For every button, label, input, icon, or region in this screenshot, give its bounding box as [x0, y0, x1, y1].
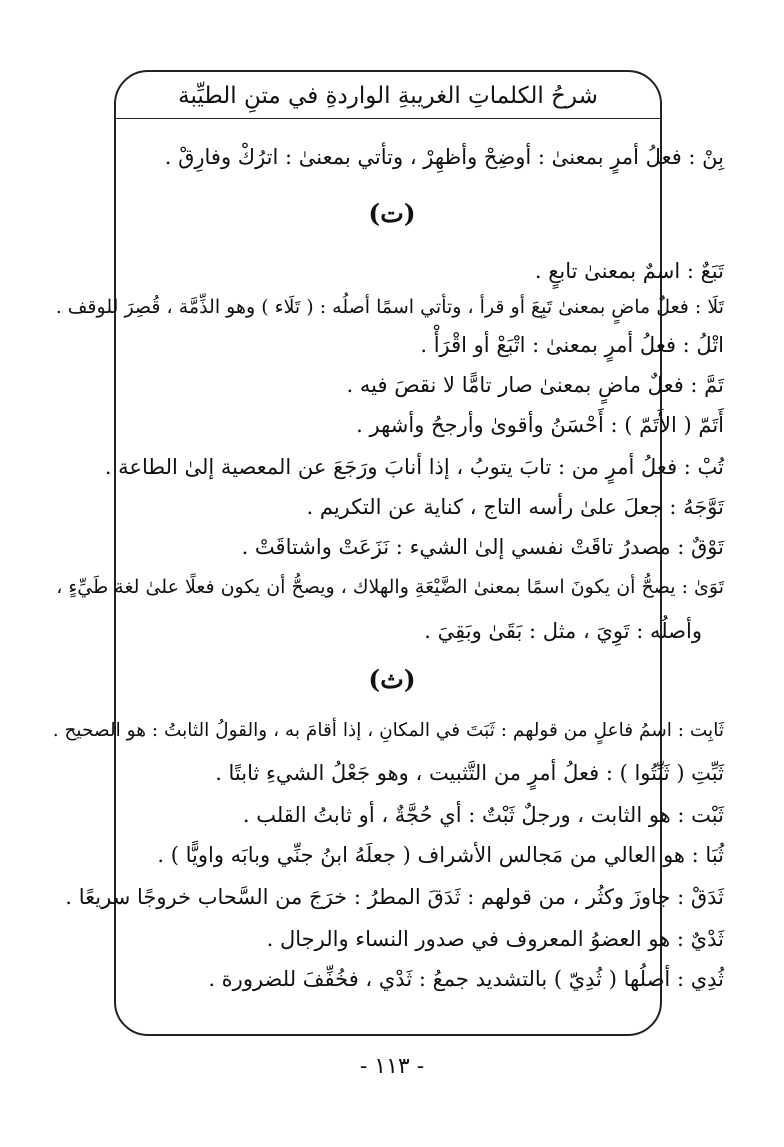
entry-tawa: تَوَىٰ : يصحُّ أن يكونَ اسمًا بمعنىٰ الضَّيْعَةِ والهلاك ، ويصحُّ أن يكون فعلًا علىٰ لغة طَيِّءٍ ،: [56, 576, 724, 598]
header-divider: [114, 118, 662, 119]
entry-tala: تَلَا : فعلٌ ماضٍ بمعنىٰ تَبِعَ أو قرأ ، وتأتي اسمًا أصلُه : ( تَلَاء ) وهو الذِّمَّة ، قُصِرَ للوقف .: [55, 296, 724, 318]
entry-atamm: أَتَمّ ( الأَتَمّ ) : أَحْسَنُ وأقوىٰ وأرجحُ وأشهر .: [356, 413, 724, 437]
section-heading-tha: (ث): [368, 665, 416, 694]
entry-tamma: تَمَّ : فعلٌ ماضٍ بمعنىٰ صار تامًّا لا نقصَ فيه .: [346, 373, 724, 397]
entry-bin: بِنْ : فعلُ أمرٍ بمعنىٰ : أوضِحْ وأظهِرْ ، وتأتي بمعنىٰ : اترُكْ وفارِقْ .: [164, 145, 724, 169]
entry-tub: تُبْ : فعلُ أمرٍ من : تابَ يتوبُ ، إذا أنابَ ورَجَعَ عن المعصية إلىٰ الطاعة .: [104, 455, 724, 479]
entry-thabt: ثَبْت : هو الثابت ، ورجلٌ ثَبْتٌ : أي حُجَّةٌ ، أو ثابتُ القلب .: [242, 803, 724, 827]
entry-thudiy: ثُدِي : أصلُها ( ثُدِيّ ) بالتشديد جمعُ : ثَدْي ، فخُفِّفَ للضرورة .: [208, 967, 724, 991]
entry-taba: تَبَعٌ : اسمٌ بمعنىٰ تابعٍ .: [534, 259, 724, 283]
entry-thabit: ثَابِت : اسمُ فاعلٍ من قولهم : ثَبَتَ في المكانِ ، إذا أقامَ به ، والقولُ الثابتُ : هو الصحيح .: [52, 720, 724, 741]
page-title: شرحُ الكلماتِ الغريبةِ الواردةِ في متنِ الطيِّبة: [178, 83, 598, 109]
entry-tawa-continued: وأصلُه : تَوِيَ ، مثل : بَقَىٰ وبَقِيَ .: [424, 619, 702, 643]
entry-thadaq: ثَدَقْ : جاوزَ وكثُر ، من قولهم : ثَدَقَ المطرُ : خرَجَ من السَّحاب خروجًا سريعًا .: [65, 885, 724, 909]
entry-thuba: ثُبَا : هو العالي من مَجالس الأشراف ( جعلَهُ ابنُ جنِّي وبابَه واويًّا ) .: [157, 843, 724, 867]
entry-utlu: اتْلُ : فعلُ أمرٍ بمعنىٰ : اتْبَعْ أو اقْرَأْ .: [420, 333, 724, 357]
section-heading-ta: (ت): [368, 199, 416, 228]
entry-thabbit: ثَبِّتِ ( ثَبِّتُوا ) : فعلُ أمرٍ من التَّثبيت ، وهو جَعْلُ الشيءِ ثابتًا .: [215, 761, 724, 785]
dictionary-entries: [0, 138, 784, 1018]
page-number: - ١١٣ -: [359, 1054, 425, 1079]
entry-tawq: تَوْقٌ : مصدرُ تاقَتْ نفسي إلىٰ الشيء : نَزَعَتْ واشتاقَتْ .: [241, 535, 724, 559]
entry-tawwajahu: تَوَّجَهُ : جعلَ علىٰ رأسه التاج ، كناية عن التكريم .: [306, 495, 724, 519]
entry-thady: ثَدْيٌ : هو العضوُ المعروف في صدور النساء والرجال .: [266, 927, 724, 951]
